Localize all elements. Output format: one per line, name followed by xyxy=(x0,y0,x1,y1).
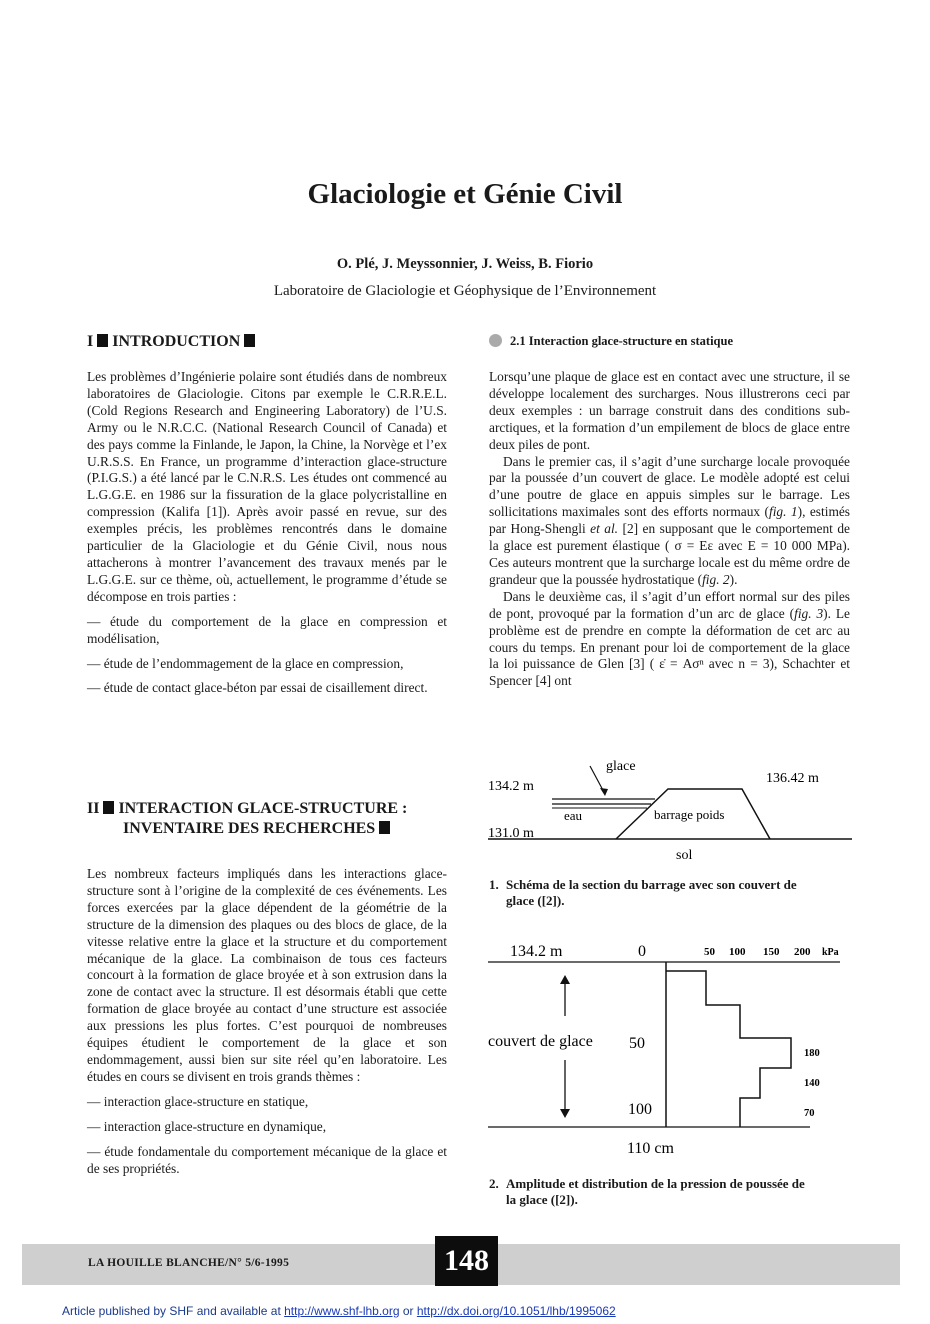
label-glace: glace xyxy=(606,759,636,774)
label-couvert-de-glace: couvert de glace xyxy=(488,1033,593,1050)
figure-1-caption xyxy=(489,877,851,909)
page-number: 148 xyxy=(435,1236,498,1286)
square-bullet-icon xyxy=(97,334,108,347)
caption-text: glace ([2]). xyxy=(506,893,565,908)
tick-label: 200 xyxy=(794,946,811,958)
section-1-title: INTRODUCTION xyxy=(112,333,241,350)
text-run-italic: et al. xyxy=(590,521,619,537)
text-run: ). Le problème est de prendre en compte la déformation de cet arc au cours du temps. En prenant pour loi de comportement de la glace la loi puissance de Glen [3] ( ε̇ = Aσⁿ avec n = 3), Schachter et Spencer [4] ont xyxy=(489,605,850,689)
label-eau: eau xyxy=(564,808,583,823)
text-run: ), estimés par Hong-Shengli xyxy=(489,504,851,537)
value-label: 70 xyxy=(804,1108,815,1119)
intro-item: — étude du comportement de la glace en compression et modélisation, xyxy=(87,613,447,646)
tick-unit: kPa xyxy=(822,947,839,958)
value-label: 180 xyxy=(804,1048,820,1059)
pressure-profile xyxy=(666,971,791,1127)
figure-1-dam-section xyxy=(480,752,860,870)
arrow-up-icon xyxy=(560,975,570,984)
tick-label: 150 xyxy=(763,946,780,958)
doi-link[interactable]: http://dx.doi.org/10.1051/lhb/1995062 xyxy=(416,1304,616,1318)
section-1-number: I xyxy=(87,333,94,350)
caption-text: la glace ([2]). xyxy=(506,1192,578,1207)
paper-title: Glaciologie et Génie Civil xyxy=(307,178,623,210)
section-2-paragraph: Les nombreux facteurs impliqués dans les interactions glace-structure sont à l’origine de la complexité de ces événements. Les forces exercées par la glace dépendent de la géométrie de la structure de la dimension des plaques ou des blocs de glace, de la vitesse relative entre la glace et la structure et du comportement mécanique de la glace. La combinaison de tous ces facteurs concourt à la formation de glace broyée et à son extrusion dans la zone de contact avec la structure. Il est désormais établi que cette formation de glace broyée au contact d’une structure est associée aux pressions les plus fortes. C’est pourquoi de nombreuses équipes étudient le comportement de la glace et son endommagement, aussi bien sur site réel qu’en laboratoire. Les études en cours se divisent en trois grands thèmes : xyxy=(87,866,447,1084)
section-2-text xyxy=(87,866,447,1177)
intro-item: — étude de contact glace-béton par essai de cisaillement direct. xyxy=(87,680,428,696)
caption-line xyxy=(489,1176,851,1192)
right-paragraph-3 xyxy=(489,589,850,690)
subsection-2-1-title: 2.1 Interaction glace-structure en statique xyxy=(510,334,733,348)
label-134-2: 134.2 m xyxy=(510,943,563,960)
figure-ref: fig. 1 xyxy=(768,504,798,520)
caption-text: Schéma de la section du barrage avec son couvert de xyxy=(506,877,797,892)
section-2-item: — interaction glace-structure en dynamique, xyxy=(87,1118,327,1134)
section-2-item: — interaction glace-structure en statique, xyxy=(87,1093,309,1109)
section-1-heading xyxy=(87,333,255,351)
section-2-heading xyxy=(87,800,407,818)
value-label: 140 xyxy=(804,1078,820,1089)
subsection-2-1-heading xyxy=(489,334,733,349)
text-run: Dans le premier cas, il s’agit d’une surcharge locale provoquée par la poussée d’un couvert de glace. Le modèle adopté est celui d’une poutre de glace en appuis simples sur le barrage. Les sollicitations maximales sont des efforts normaux ( xyxy=(489,453,850,520)
grey-dot-icon xyxy=(489,334,502,347)
journal-name: LA HOUILLE BLANCHE/N° 5/6-1995 xyxy=(88,1257,290,1269)
authors: O. Plé, J. Meyssonnier, J. Weiss, B. Fiorio xyxy=(336,256,594,272)
figure-2-caption xyxy=(489,1176,851,1208)
arrow-down-icon xyxy=(560,1109,570,1118)
introduction-text xyxy=(87,369,447,697)
text-run: [2] en supposant que le comportement de la glace est purement élastique ( σ = Eε avec E = 10 000 MPa). Ces auteurs montrent que la surcharge locale est du même ordre de grandeur que la poussée hydrostatique ( xyxy=(489,521,850,587)
label-136-42: 136.42 m xyxy=(766,771,819,786)
figure-2-pressure-profile xyxy=(480,930,860,1166)
square-bullet-icon xyxy=(103,801,114,814)
section-2-heading-line2 xyxy=(123,820,390,838)
label-barrage-poids: barrage poids xyxy=(654,807,725,822)
caption-number: 1. xyxy=(489,877,499,892)
section-2-item: — étude fondamentale du comportement mécanique de la glace et de ses propriétés. xyxy=(87,1143,447,1176)
label-134-2: 134.2 m xyxy=(488,779,534,794)
label-131-0: 131.0 m xyxy=(488,826,534,841)
credit-text: or xyxy=(399,1304,417,1318)
text-run: ). xyxy=(729,571,738,587)
square-bullet-icon xyxy=(244,334,255,347)
affiliation: Laboratoire de Glaciologie et Géophysique de l’Environnement xyxy=(273,283,657,299)
section-2-number: II xyxy=(87,800,100,817)
arrowhead-icon xyxy=(600,788,608,796)
intro-paragraph: Les problèmes d’Ingénierie polaire sont étudiés dans de nombreux laboratoires de Glaciologie. Citons par exemple le C.R.R.E.L. (Cold Regions Research and Engineering Laboratory) de l’U.S. Army ou le N.R.C.C. (National Research Council of Canada) et des pays comme la Finlande, le Japon, la Chine, la Norvège et l’ex U.R.S.S. En France, un programme d’interaction glace-structure (P.I.G.S.) a été lancé par le C.N.R.S. Les études ont commencé au L.G.G.E. en 1986 sur la fissuration de la glace polycristalline en compression (Kalifa [1]). Après avoir passé en revue, sur des exemples précis, les problèmes rencontrés dans le domaine particulier de la Glaciologie et du Génie Civil, nous nous attacherons à montrer l’avancement des travaux menés par le L.G.G.E. sur ce thème, où, actuellement, le programme d’étude se décompose en trois parties : xyxy=(87,369,447,604)
caption-text: Amplitude et distribution de la pression de poussée de xyxy=(506,1176,805,1191)
caption-line xyxy=(489,877,851,893)
label-sol: sol xyxy=(676,848,693,863)
credit-text: Article published by SHF and available at xyxy=(62,1304,285,1318)
label-50: 50 xyxy=(629,1035,645,1052)
text-run: Dans le deuxième cas, il s’agit d’un effort normal sur des piles de pont, provoqué par la formation d’un arc de glace ( xyxy=(489,588,850,621)
right-paragraph-1: Lorsqu’une plaque de glace est en contact avec une structure, il se développe localement des surcharges. Nous illustrerons ceci par deux exemples : un barrage construit dans des conditions sub-arctiques, et la formation d’un empilement de blocs de glace entre deux piles de pont. xyxy=(489,369,850,452)
shf-link[interactable]: http://www.shf-lhb.org xyxy=(284,1304,400,1318)
right-paragraph-2 xyxy=(489,454,850,589)
figure-ref: fig. 3 xyxy=(794,605,824,621)
label-0: 0 xyxy=(638,943,646,960)
label-100: 100 xyxy=(628,1101,652,1118)
subsection-2-1-text xyxy=(489,369,850,690)
tick-label: 50 xyxy=(704,946,715,958)
intro-item: — étude de l’endommagement de la glace en compression, xyxy=(87,655,404,671)
tick-label: 100 xyxy=(729,946,746,958)
label-110-cm: 110 cm xyxy=(627,1140,674,1157)
publication-credit xyxy=(62,1304,616,1318)
section-2-title-line2: INVENTAIRE DES RECHERCHES xyxy=(123,820,376,837)
caption-number: 2. xyxy=(489,1176,499,1191)
section-2-title-line1: INTERACTION GLACE-STRUCTURE : xyxy=(118,800,408,817)
figure-ref: fig. 2 xyxy=(702,571,730,587)
square-bullet-icon xyxy=(379,821,390,834)
